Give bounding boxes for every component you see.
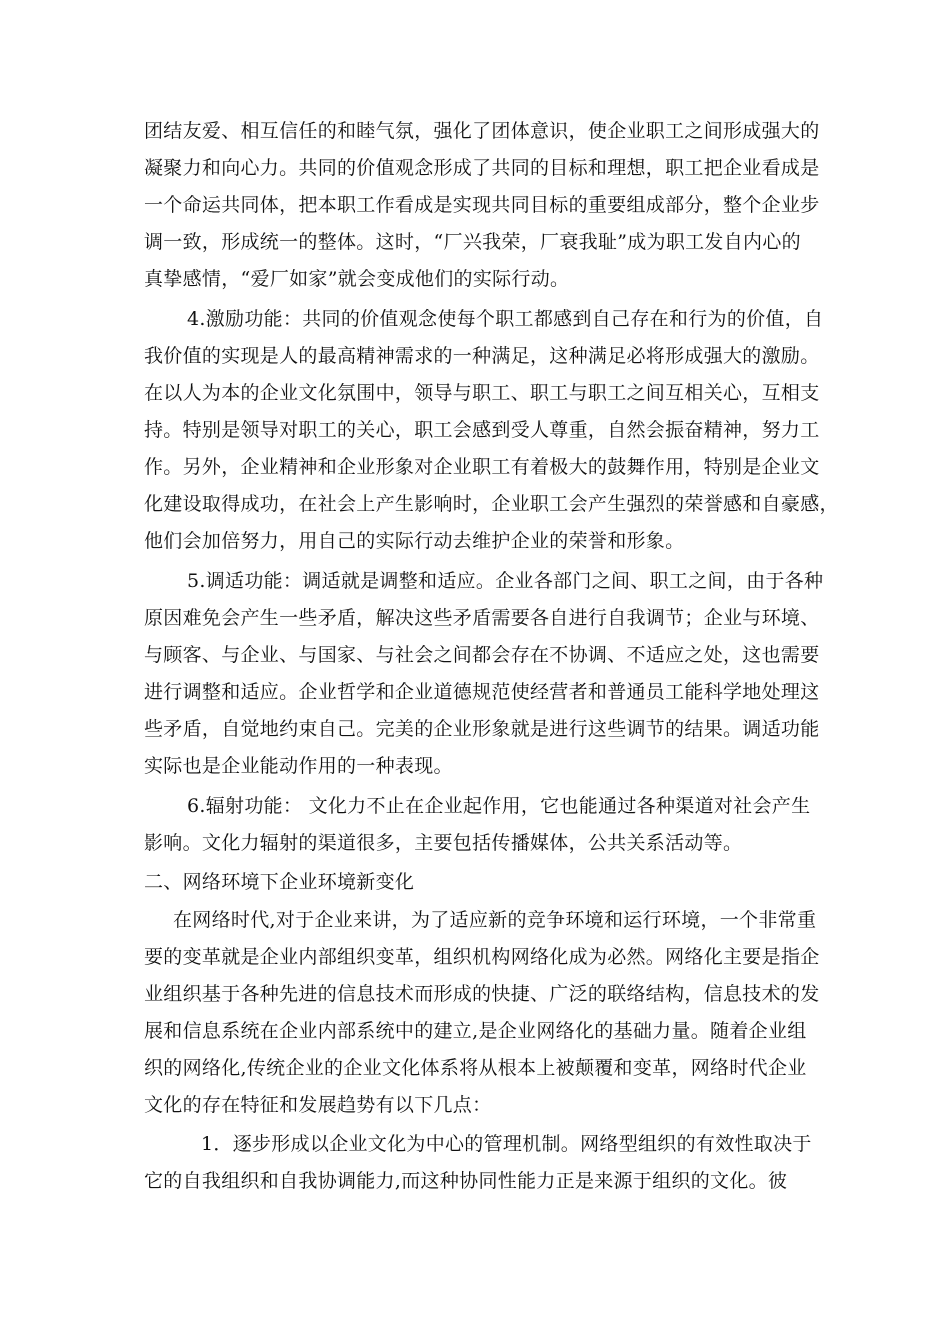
text-line: 团结友爱、相互信任的和睦气氛，强化了团体意识，使企业职工之间形成强大的 — [144, 120, 820, 142]
text-line: 真挚感情，“爱厂如家”就会变成他们的实际行动。 — [144, 268, 570, 290]
text-line: 在网络时代,对于企业来讲，为了适应新的竞争环境和运行环境，一个非常重 — [173, 909, 817, 931]
text-line: 1．逐步形成以企业文化为中心的管理机制。网络型组织的有效性取决于 — [201, 1133, 812, 1155]
text-line: 他们会加倍努力，用自己的实际行动去维护企业的荣誉和形象。 — [144, 530, 685, 552]
text-line: 些矛盾，自觉地约束自己。完美的企业形象就是进行这些调节的结果。调适功能 — [144, 718, 820, 740]
text-line: 它的自我组织和自我协调能力,而这种协同性能力正是来源于组织的文化。彼 — [144, 1170, 788, 1192]
text-line: 作。另外，企业精神和企业形象对企业职工有着极大的鼓舞作用，特别是企业文 — [144, 456, 820, 478]
text-line: 4.激励功能：共同的价值观念使每个职工都感到自己存在和行为的价值，自 — [187, 308, 824, 330]
text-line: 在以人为本的企业文化氛围中，领导与职工、职工与职工之间互相关心，互相支 — [144, 382, 820, 404]
text-line: 一个命运共同体，把本职工作看成是实现共同目标的重要组成部分，整个企业步 — [144, 194, 820, 216]
text-line: 文化的存在特征和发展趋势有以下几点： — [144, 1094, 492, 1116]
text-line: 持。特别是领导对职工的关心，职工会感到受人尊重，自然会振奋精神，努力工 — [144, 419, 820, 441]
text-line: 要的变革就是企业内部组织变革，组织机构网络化成为必然。网络化主要是指企 — [144, 946, 820, 968]
text-line: 影响。文化力辐射的渠道很多，主要包括传播媒体，公共关系活动等。 — [144, 832, 743, 854]
text-line: 原因难免会产生一些矛盾，解决这些矛盾需要各自进行自我调节；企业与环境、 — [144, 607, 820, 629]
text-line: 我价值的实现是人的最高精神需求的一种满足，这种满足必将形成强大的激励。 — [144, 345, 820, 367]
text-line: 织的网络化,传统企业的企业文化体系将从根本上被颠覆和变革，网络时代企业 — [144, 1057, 807, 1079]
text-line: 实际也是企业能动作用的一种表现。 — [144, 755, 453, 777]
text-line: 展和信息系统在企业内部系统中的建立,是企业网络化的基础力量。随着企业组 — [144, 1020, 807, 1042]
text-line: 与顾客、与企业、与国家、与社会之间都会存在不协调、不适应之处，这也需要 — [144, 644, 820, 666]
text-line: 凝聚力和向心力。共同的价值观念形成了共同的目标和理想，职工把企业看成是 — [144, 157, 820, 179]
text-line: 进行调整和适应。企业哲学和企业道德规范使经营者和普通员工能科学地处理这 — [144, 681, 820, 703]
text-line: 调一致，形成统一的整体。这时，“厂兴我荣，厂衰我耻”成为职工发自内心的 — [144, 231, 801, 253]
text-line: 6.辐射功能： 文化力不止在企业起作用，它也能通过各种渠道对社会产生 — [187, 795, 811, 817]
section-heading: 二、网络环境下企业环境新变化 — [144, 871, 415, 893]
text-line: 5.调适功能：调适就是调整和适应。企业各部门之间、职工之间，由于各种 — [187, 570, 824, 592]
text-line: 业组织基于各种先进的信息技术而形成的快捷、广泛的联络结构，信息技术的发 — [144, 983, 820, 1005]
text-line: 化建设取得成功，在社会上产生影响时，企业职工会产生强烈的荣誉感和自豪感， — [144, 493, 839, 515]
